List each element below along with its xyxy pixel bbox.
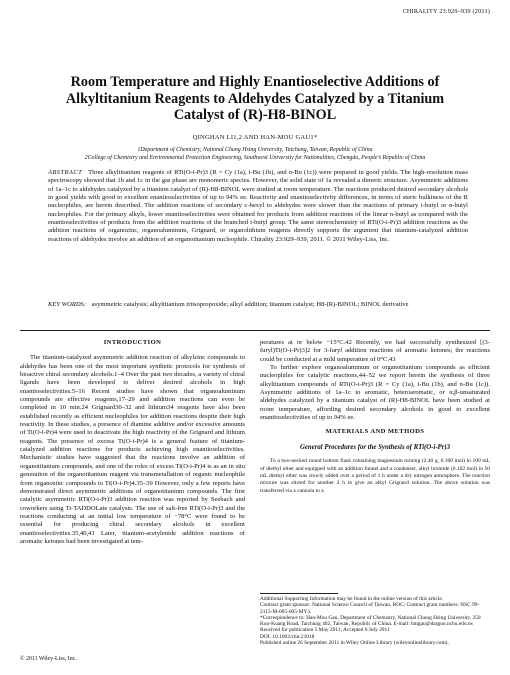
objective-paragraph: To further explore organoaluminum or organotitanium compounds as efficient nucleophiles for catalytic reactions,44–52 we report herein the synthesis of three alkyltitanium compounds of RTi(O-i-Pr)3 (R = Cy (1a), i-Bu (1b), and n-Bu (1c)). Asymmetric additions of 1a–1c to aromatic, heteroaromatic, or α,β-unsaturated aldehydes catalyzed by a titanium catalyst of (R)-H8-BINOL have been studied at room temperature, affording desired secondary alcohols in good to excellent enantioselectivities of up to 94% ee. — [260, 364, 490, 422]
right-column — [260, 339, 490, 495]
copyright-line: © 2011 Wiley-Liss, Inc. — [20, 656, 77, 662]
abstract — [48, 169, 468, 244]
footnote-grant: Contract grant sponsor: National Science Council of Taiwan, ROC; Contract grant numbers: NSC 99-2113-M-005-005-MY3. — [260, 602, 480, 615]
footnote-correspondence: *Correspondence to: Han-Mou Gau, Department of Chemistry, National Chung Hsing University, 250 Kuo-Kuang Road, Taichung 402, Taiwan, Republic of China. E-mail: hmgau@dragon.nchu.edu.tw — [260, 614, 481, 628]
footnote-published: Published online 26 September 2011 in Wiley Online Library (wileyonlinelibrary.com). — [260, 640, 449, 647]
keywords-label: KEY WORDS: — [48, 301, 87, 308]
left-column — [20, 339, 245, 546]
footnotes — [260, 596, 490, 646]
keywords — [48, 301, 468, 309]
abstract-label: ABSTRACT — [48, 169, 83, 176]
affiliation-1: 1Department of Chemistry, National Chung Hsing University, Taichung, Taiwan, Republic of China — [137, 147, 373, 153]
author-line: QINGHAN LI1,2 AND HAN-MOU GAU1* — [192, 134, 318, 141]
article-title: Room Temperature and Highly Enantioselective Additions of Alkyltitanium Reagents to Aldehydes Catalyzed by a Titanium Catalyst of (R)-H8-BINOL — [65, 74, 445, 123]
footnote-supporting-info: Additional Supporting Information may be found in the online version of this article. — [260, 596, 444, 602]
procedure-paragraph: To a two-necked round bottom flask containing magnesium turning (2.40 g, 0.100 mol) in 100 mL of diethyl ether and equipped with an addition funnel and a condenser, alkyl bromide (0.102 mol) in 50 mL diethyl ether was slowly added over a period of 1 h under a dry nitrogen atmosphere. The reaction mixture was stirred for another 2 h to give an alkyl Grignard solution. The above solution was transferred via a cannula to a — [260, 458, 490, 494]
keywords-text: asymmetric catalysis; alkyltitanium triisopropoxide; alkyl addition; titanium catalyst; H8-(R)-BINOL; BINOL derivative — [91, 301, 409, 308]
section-divider — [20, 330, 490, 331]
footnote-doi: DOI: 10.1002/chir.21018 — [260, 633, 315, 640]
materials-heading: MATERIALS AND METHODS — [325, 428, 425, 436]
procedure-subheading: General Procedures for the Synthesis of RTi(O-i-Pr)3 — [299, 443, 451, 451]
introduction-paragraph: The titanium-catalyzed asymmetric addition reaction of alkylzinc compounds to aldehydes has been one of the most important synthetic protocols for synthesis of bioactive chiral secondary alcohols.1–4 Over the past two decades, a variety of chiral ligands have been developed to deliver desired alcohols in high enantioselectivities.5–16 Recent studies have shown that organoaluminum compounds are effective reagents,17–29 and addition reactions can even be completed in 10 min.24 Grignard30–32 and lithium34 reagents have also been established recently as efficient nucleophiles for addition reactions despite their high reactivity. In these studies, a presence of diamine additive and/or excessive amounts of Ti(O-i-Pr)4 were used to deactivate the high reactivity of the Grignard and lithium reagents. The presence of excess Ti(O-i-Pr)4 is a general feature of titanium-catalyzed addition reactions for products achieving high enantioselectivities. Mechanistic studies have suggested that the reactions involve an addition of organotitanium compounds, and one of the roles of excess Ti(O-i-Pr)4 is as an in situ generation of the organotitanium reagent via transmetallation of organic nucleophile from organozinc compounds to Ti(O-i-Pr)4.35–39 However, only a few reports have demonstrated direct asymmetric additions of organotitanium compounds. The first catalytic asymmetric RTi(O-i-Pr)3 addition reaction was reported by Seebach and coworkers using Ti-TADDOLate catalysts. The use of salt-free RTi(O-i-Pr)3 and the reactions conducting at an initial low temperature of −78°C were found to be essential for producing chiral secondary alcohols in excellent enantioselectivities.35,40,41 Later, titanium-acetylenide addition reactions of aromatic ketones had been investigated at tem- — [20, 354, 245, 545]
abstract-text: Three alkyltitanium reagents of RTi(O-i-Pr)3 (R = Cy (1a), i-Bu (1b), and n-Bu (1c)) were prepared in good yields. The high-resolution mass spectroscopy showed that 1b and 1c in the gas phase are monomeric species. However, the solid state of 1a revealed a dimeric structure. Asymmetric additions of 1a–1c to aldehydes catalyzed by a titanium catalyst of (R)-H8-BINOL were studied at room temperature. The reactions produced desired secondary alcohols in good yields with good to excellent enantioselectivities of up to 94% ee. Reactivity and enantioselectivity differences, in terms of steric bulkiness of the R nucleophiles, are herein described. The addition reactions of secondary c-hexyl to aldehydes were slower than the reactions of primary i-butyl or n-butyl nucleophiles. For the primary alkyls, lower enantioselectivities were obtained for products from addition reactions of the linear n-butyl as compared with the enantioselectivities of products from the addition reactions of the branched i-butyl group. The same stereochemistry of RTi(O-i-Pr)3 addition reactions as the addition reactions of organozinc, organoaluminum, Grignard, or organolithium reagents directly supports the argument that titanium-catalyzed addition reactions of aldehydes involve an addition of an organotitanium nucleophile. Chirality 23:929–939, 2011. © 2011 Wiley-Liss, Inc. — [48, 169, 468, 243]
introduction-heading: INTRODUCTION — [103, 339, 162, 346]
footnote-divider — [260, 593, 338, 594]
footnote-received: Received for publication 5 May 2011; Accepted 6 July 2011 — [260, 627, 390, 634]
running-head: CHIRALITY 23:929–939 (2011) — [402, 8, 490, 15]
affiliation-2: 2College of Chemistry and Environmental Protection Engineering, Southwest University for Nationalities, Chengdu, People’s Republic of China — [84, 155, 426, 161]
continued-paragraph: peratures at or below −15°C.42 Recently, we had successfully synthesized [(3-furyl)Ti(O-i-Pr)3]2 for 3-furyl addition reactions of aromatic ketones; the reactions could be conducted at a mild temperature of 0°C.43 — [260, 339, 490, 363]
